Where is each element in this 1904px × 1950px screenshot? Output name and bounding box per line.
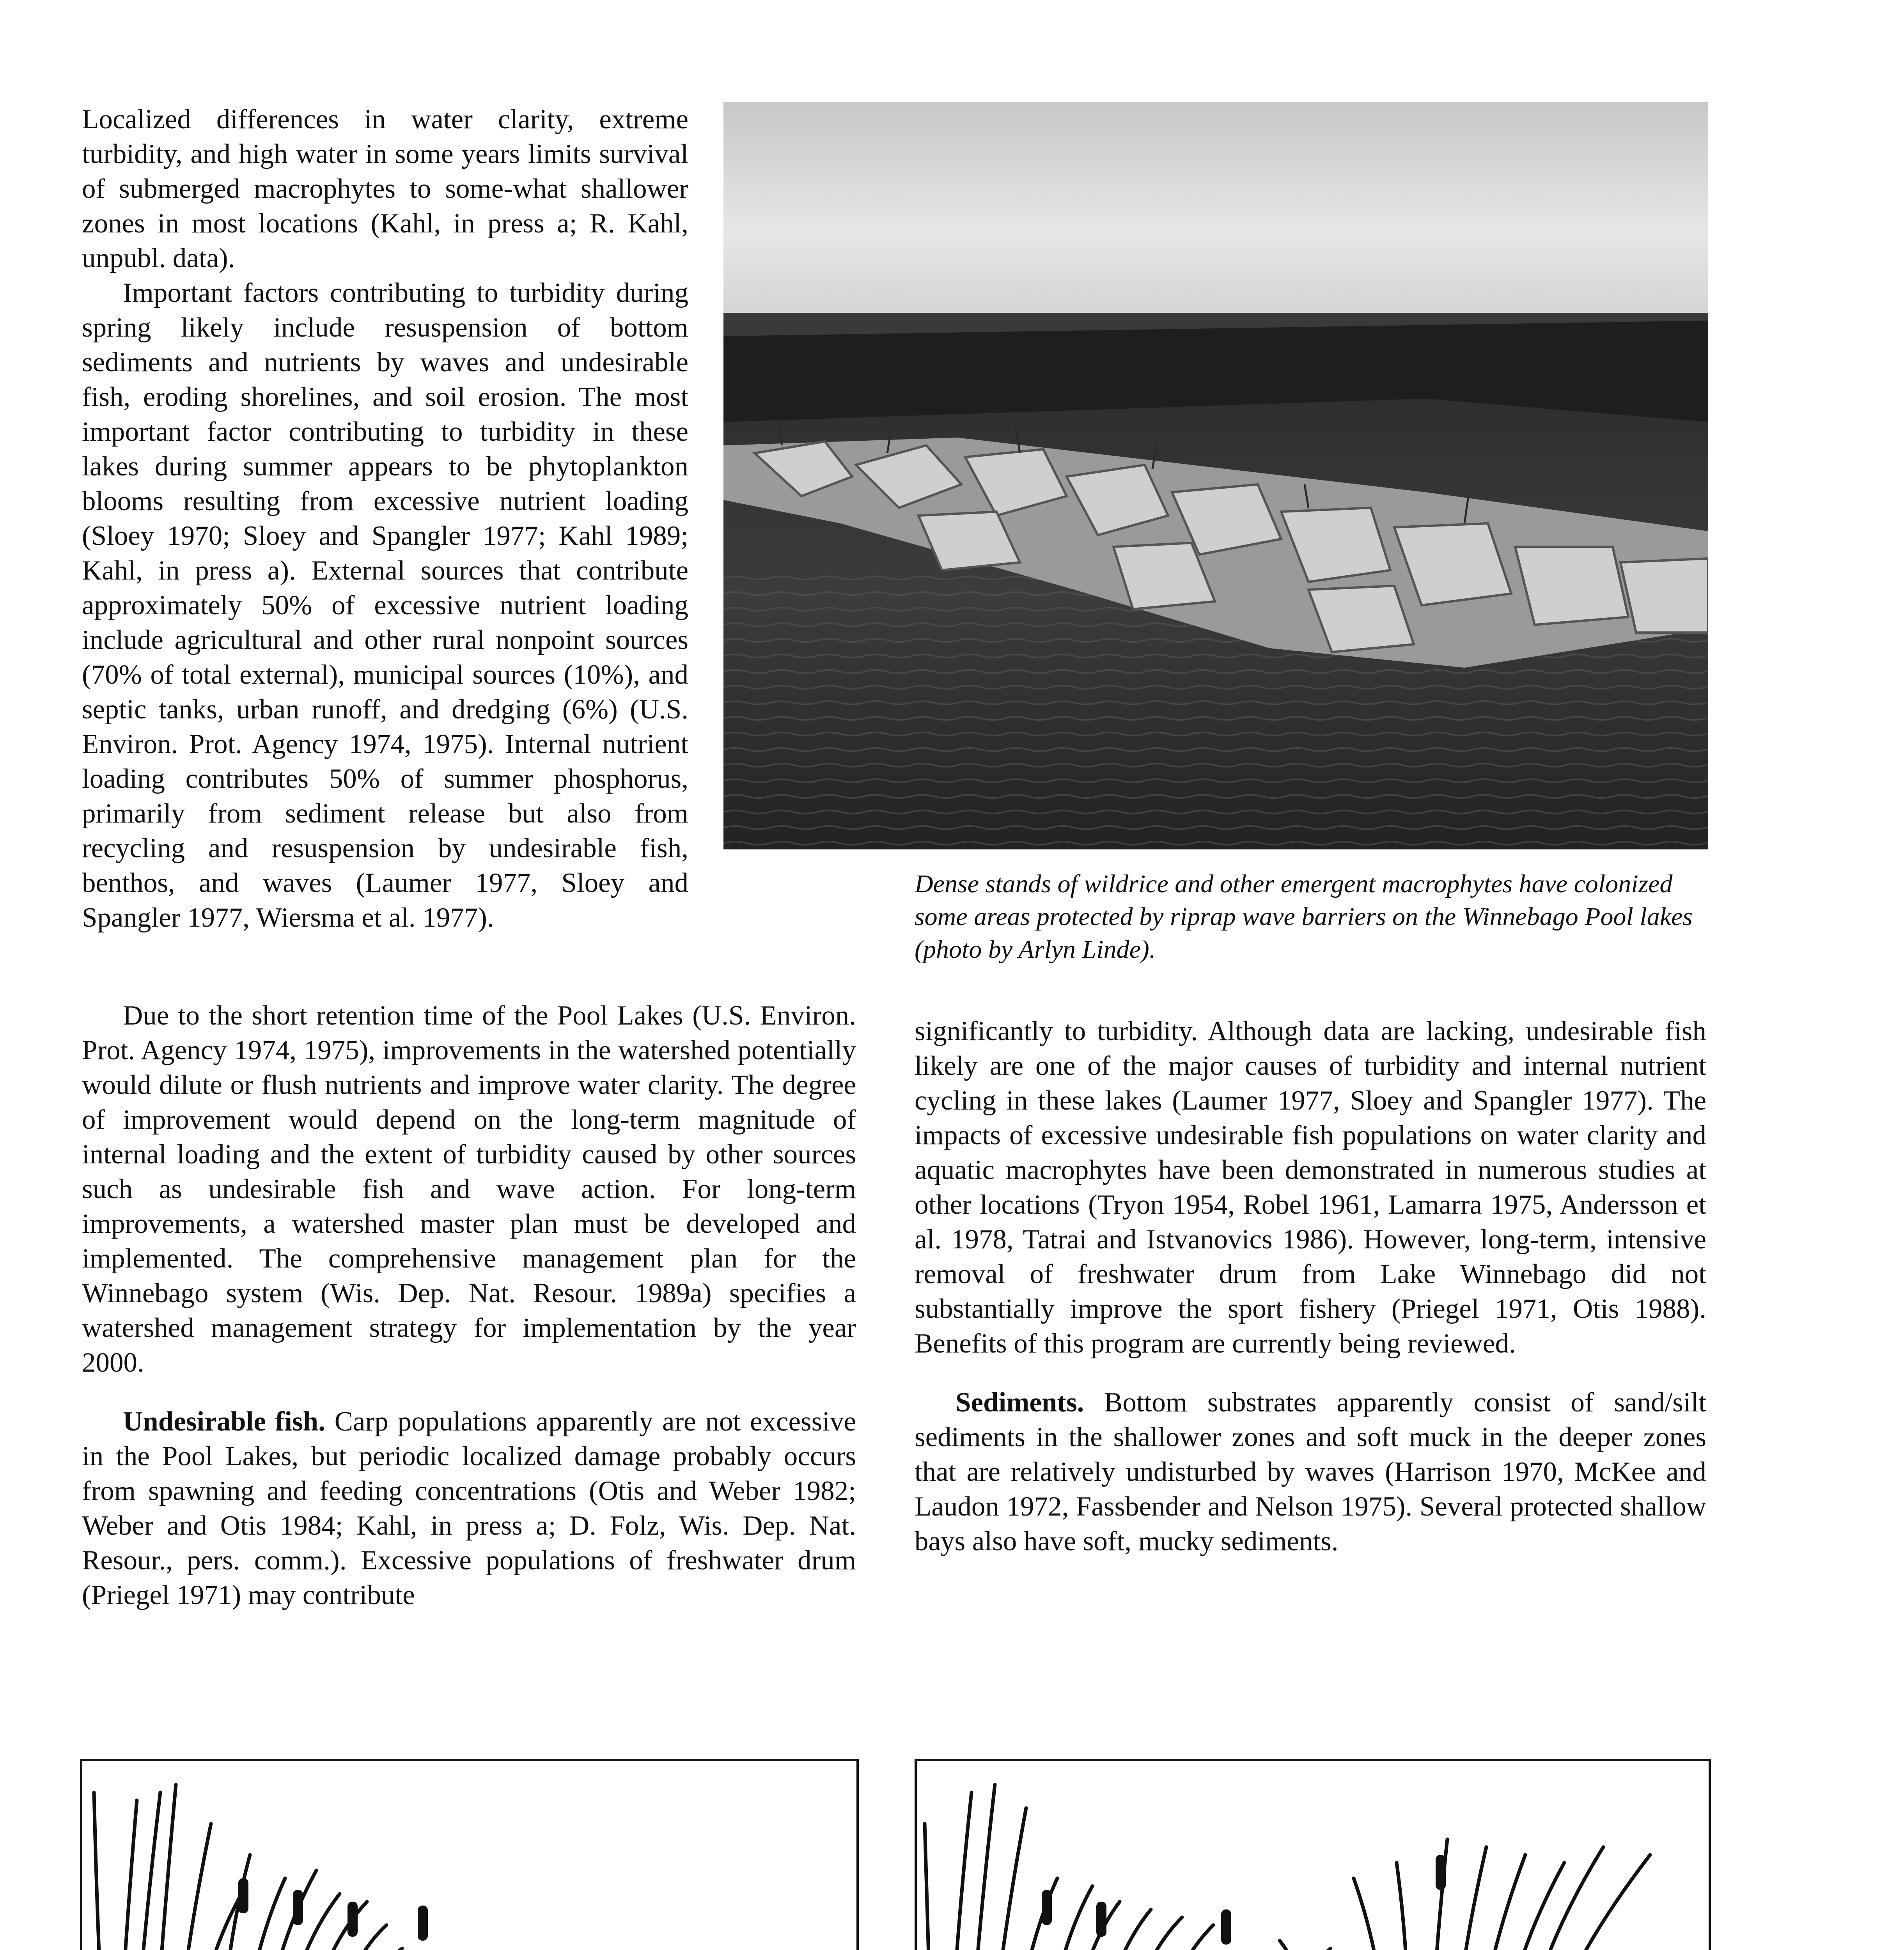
- sediments-heading: Sediments.: [956, 1387, 1084, 1418]
- right-column: [915, 1014, 1706, 1559]
- sediments-text: Bottom substrates apparently consist of sand/silt sediments in the shallower zones and soft muck in the deeper zones that are relatively undisturbed by waves (Harrison 1970, McKee and Laudon 1972, Fassbender and Nelson 1975). Several protected shallow bays also have soft, mucky sediments.: [915, 1387, 1707, 1556]
- figure-d-cattail-heads: [1042, 1855, 1446, 1945]
- figure-c-drawing: [82, 1761, 856, 1950]
- figure-c-emergent-plants: [94, 1785, 425, 1950]
- paragraph-undesirable-fish: [82, 1404, 856, 1613]
- undesirable-fish-text: Carp populations apparently are not excessive in the Pool Lakes, but periodic localized damage probably occurs from spawning and feeding concentrations (Otis and Weber 1982; Weber and Otis 1984; Kahl, in press a; D. Folz, Wis. Dep. Nat. Resour., pers. comm.). Excessive populations of freshwater drum (Priegel 1971) may contribute: [82, 1406, 856, 1610]
- figure-d-drawing: [917, 1761, 1709, 1950]
- photo-caption: Dense stands of wildrice and other emergent macrophytes have colonized some areas protected by riprap wave barriers on the Winnebago Pool lakes (photo by Arlyn Linde).: [915, 870, 1693, 964]
- paragraph-turbidity-factors: Important factors contributing to turbidity during spring likely include resuspension of bottom sediments and nutrients by waves and undesirable fish, eroding shorelines, and soil erosion. The most important factor contributing to turbidity in these lakes during summer appears to be phytoplankton blooms resulting from excessive nutrient loading (Sloey 1970; Sloey and Spangler 1977; Kahl 1989; Kahl, in press a). External sources that contribute approximately 50% of excessive nutrient loading include agricultural and other rural nonpoint sources (70% of total external), municipal sources (10%), and septic tanks, urban runoff, and dredging (6%) (U.S. Environ. Prot. Agency 1974, 1975). Internal nutrient loading contributes 50% of summer phosphorus, primarily from sediment release but also from recycling and resuspension by undesirable fish, benthos, and waves (Laumer 1977, Sloey and Spangler 1977, Wiersma et al. 1977).: [82, 278, 688, 933]
- figure-d-illustration: [915, 1759, 1711, 1950]
- undesirable-fish-heading: Undesirable fish.: [123, 1406, 325, 1437]
- figure-c-illustration: [80, 1759, 859, 1950]
- paragraph-drum-impacts: significantly to turbidity. Although data are lacking, undesirable fish likely are one of the major causes of turbidity and internal nutrient cycling in these lakes (Laumer 1977, Sloey and Spangler 1977). The impacts of excessive undesirable fish populations on water clarity and aquatic macrophytes have been demonstrated in numerous studies at other locations (Tryon 1954, Robel 1961, Lamarra 1975, Andersson et al. 1978, Tatrai and Istvanovics 1986). However, long-term, intensive removal of freshwater drum from Lake Winnebago did not substantially improve the sport fishery (Priegel 1971, Otis 1988). Benefits of this program are currently being reviewed.: [915, 1016, 1706, 1359]
- figure-d-emergent-plants: [925, 1785, 1650, 1950]
- left-column-bottom: [82, 998, 856, 1613]
- paragraph-retention-time: Due to the short retention time of the Pool Lakes (U.S. Environ. Prot. Agency 1974, 1975), improvements in the watershed potentially would dilute or flush nutrients and improve water clarity. The degree of improvement would depend on the long-term magnitude of internal loading and the extent of turbidity caused by other sources such as undesirable fish and wave action. For long-term improvements, a watershed master plan must be developed and implemented. The comprehensive management plan for the Winnebago system (Wis. Dep. Nat. Resour. 1989a) specifies a watershed management strategy for implementation by the year 2000.: [82, 1000, 856, 1378]
- paragraph-sediments: [915, 1385, 1706, 1559]
- riprap-photo: [723, 102, 1708, 849]
- paragraph-water-clarity: Localized differences in water clarity, extreme turbidity, and high water in some years limits survival of submerged macrophytes to some-what shallower zones in most locations (Kahl, in press a; R. Kahl, unpubl. data).: [82, 104, 688, 273]
- left-column-top: [82, 102, 688, 935]
